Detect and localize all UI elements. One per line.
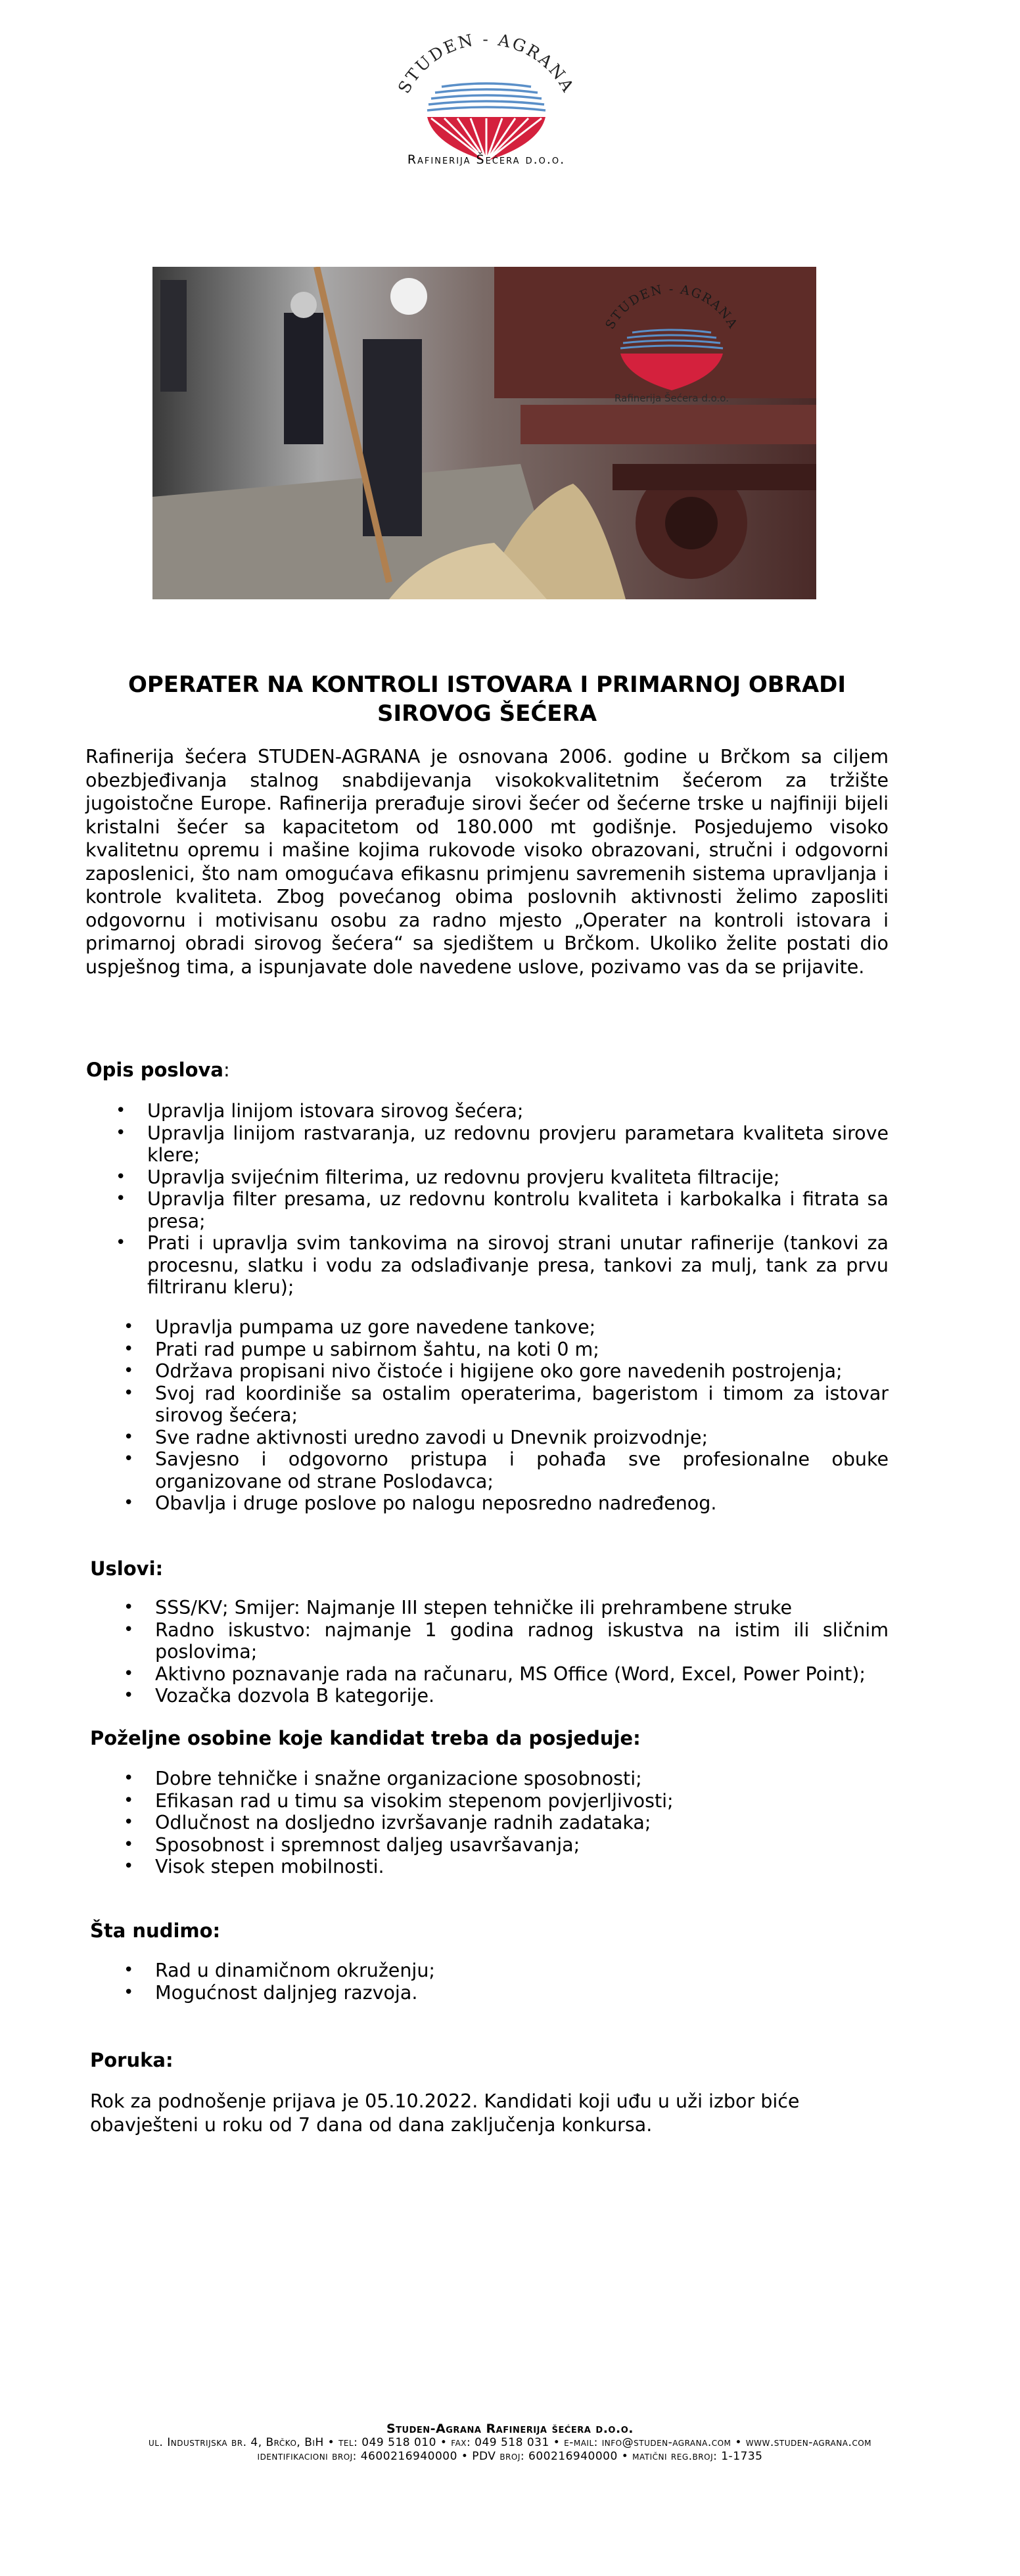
job-title-line1: OPERATER NA KONTROLI ISTOVARA I PRIMARNOJ OBRADI [128,672,846,698]
list-item: • Vozačka dozvola B kategorije. [155,1685,889,1707]
list-item: • Visok stepen mobilnosti. [155,1856,889,1878]
opis-heading-text: Opis poslova [86,1059,223,1081]
intro-paragraph: Rafinerija šećera STUDEN-AGRANA je osnovana 2006. godine u Brčkom sa ciljem obezbjeđivanja stalnog snabdijevanja visokokvalitetnim šećerom za tržište jugoistočne Europe. Rafinerija prerađuje sirovi šećer od šećerne trske u najfiniji bijeli kristalni šećer sa kapacitetom od 180.000 mt godišnje. Posjedujemo visoko kvalitetnu opremu i mašine kojima rukovode visoko obrazovani, stručni i odgovorni zaposlenici, što nam omogućava efikasnu primjenu savremenih sistema upravljanja i kontrole kvaliteta. Zbog povećanog obima poslovnih aktivnosti želimo zaposliti odgovornu i motivisanu osobu za radno mjesto „Operater na kontroli istovara i primarnoj obradi sirovog šećera“ sa sjedištem u Brčkom. Ukoliko želite postati dio uspješnog tima, a ispunjavate dole navedene uslove, pozivamo vas da se prijavite. [85,746,889,978]
duties-list-a [147,1100,889,1299]
section-heading-uslovi: Uslovi: [90,1557,164,1580]
logo-text: STUDEN - AGRANA [394,29,579,97]
svg-text:STUDEN - AGRANA [394,30,578,97]
list-item: • Sposobnost i spremnost daljeg usavršavanja; [155,1834,889,1856]
header-photo [152,267,816,599]
list-item: • Efikasan rad u timu sa visokim stepenom povjerljivosti; [155,1790,889,1812]
list-item: • Prati i upravlja svim tankovima na sirovoj strani unutar rafinerije (tankovi za procesnu, slatku i vodu za odslađivanje presa, tankovi za mulj, tank za prvu filtriranu kleru); [147,1232,889,1299]
footer-id-line: identifikacioni broj: 4600216940000 • PDV broj: 600216940000 • matični reg.broj: 1-1735 [257,2450,763,2463]
photo-logo-subtitle: Rafinerija Šećera d.o.o. [614,392,729,404]
list-item: • Rad u dinamičnom okruženju; [155,1960,889,1982]
list-item: • Svoj rad koordiniše sa ostalim operaterima, bageristom i timom za istovar sirovog šećera; [155,1383,889,1427]
poruka-text: Rok za podnošenje prijava je 05.10.2022. Kandidati koji uđu u uži izbor biće obavješteni u roku od 7 dana od dana zaključenja konkursa. [90,2090,800,2136]
list-item: • Upravlja svijećnim filterima, uz redovnu provjeru kvaliteta filtracije; [147,1166,889,1189]
desired-traits-list [155,1768,889,1878]
list-item: • Upravlja pumpama uz gore navedene tankove; [155,1316,889,1339]
list-item: • Održava propisani nivo čistoće i higijene oko gore navedenih postrojenja; [155,1360,889,1383]
list-item: • Odlučnost na dosljedno izvršavanje radnih zadataka; [155,1812,889,1834]
duties-list-b [155,1316,889,1515]
list-item: • Savjesno i odgovorno pristupa i pohađa sve profesionalne obuke organizovane od strane Poslodavca; [155,1448,889,1492]
list-item: • Prati rad pumpe u sabirnom šahtu, na koti 0 m; [155,1339,889,1361]
section-heading-poruka: Poruka: [90,2049,174,2071]
job-title [85,670,889,728]
list-item: • Sve radne aktivnosti uredno zavodi u Dnevnik proizvodnje; [155,1427,889,1449]
section-heading-nudimo: Šta nudimo: [90,1920,221,1942]
list-item: • Dobre tehničke i snažne organizacione sposobnosti; [155,1768,889,1790]
section-heading-opis [86,1059,230,1081]
company-subtitle: Rafinerija Šećera d.o.o. [407,152,566,167]
list-item: • Upravlja linijom istovara sirovog šećera; [147,1100,889,1122]
requirements-list [155,1597,889,1707]
footer-company: Studen-Agrana Rafinerija šećera d.o.o. [386,2422,634,2436]
list-item: • Radno iskustvo: najmanje 1 godina radnog iskustva na istim ili sličnim poslovima; [155,1619,889,1663]
list-item: • Upravlja filter presama, uz redovnu kontrolu kvaliteta i karbokalka i fitrata sa presa; [147,1188,889,1232]
job-title-line2: SIROVOG ŠEĆERA [377,701,597,727]
footer-address-line: ul. Industrijska br. 4, Brčko, BiH • tel: 049 518 010 • fax: 049 518 031 • e-mail: info@studen-agrana.com • www.studen-agrana.com [148,2436,872,2449]
list-item: • SSS/KV; Smijer: Najmanje III stepen tehničke ili prehrambene struke [155,1597,889,1619]
photo-logo-text: STUDEN - AGRANA [603,281,741,332]
opis-heading-colon: : [223,1059,230,1081]
section-heading-pozeljne: Poželjne osobine koje kandidat treba da posjeduje: [90,1727,641,1749]
list-item: • Upravlja linijom rastvaranja, uz redovnu provjeru parametara kvaliteta sirove klere; [147,1122,889,1166]
list-item: • Aktivno poznavanje rada na računaru, MS Office (Word, Excel, Power Point); [155,1663,889,1686]
page-footer [0,2422,1020,2464]
list-item: • Obavlja i druge poslove po nalogu neposredno nadređenog. [155,1492,889,1515]
offer-list [155,1960,889,2004]
list-item: • Mogućnost daljnjeg razvoja. [155,1982,889,2004]
